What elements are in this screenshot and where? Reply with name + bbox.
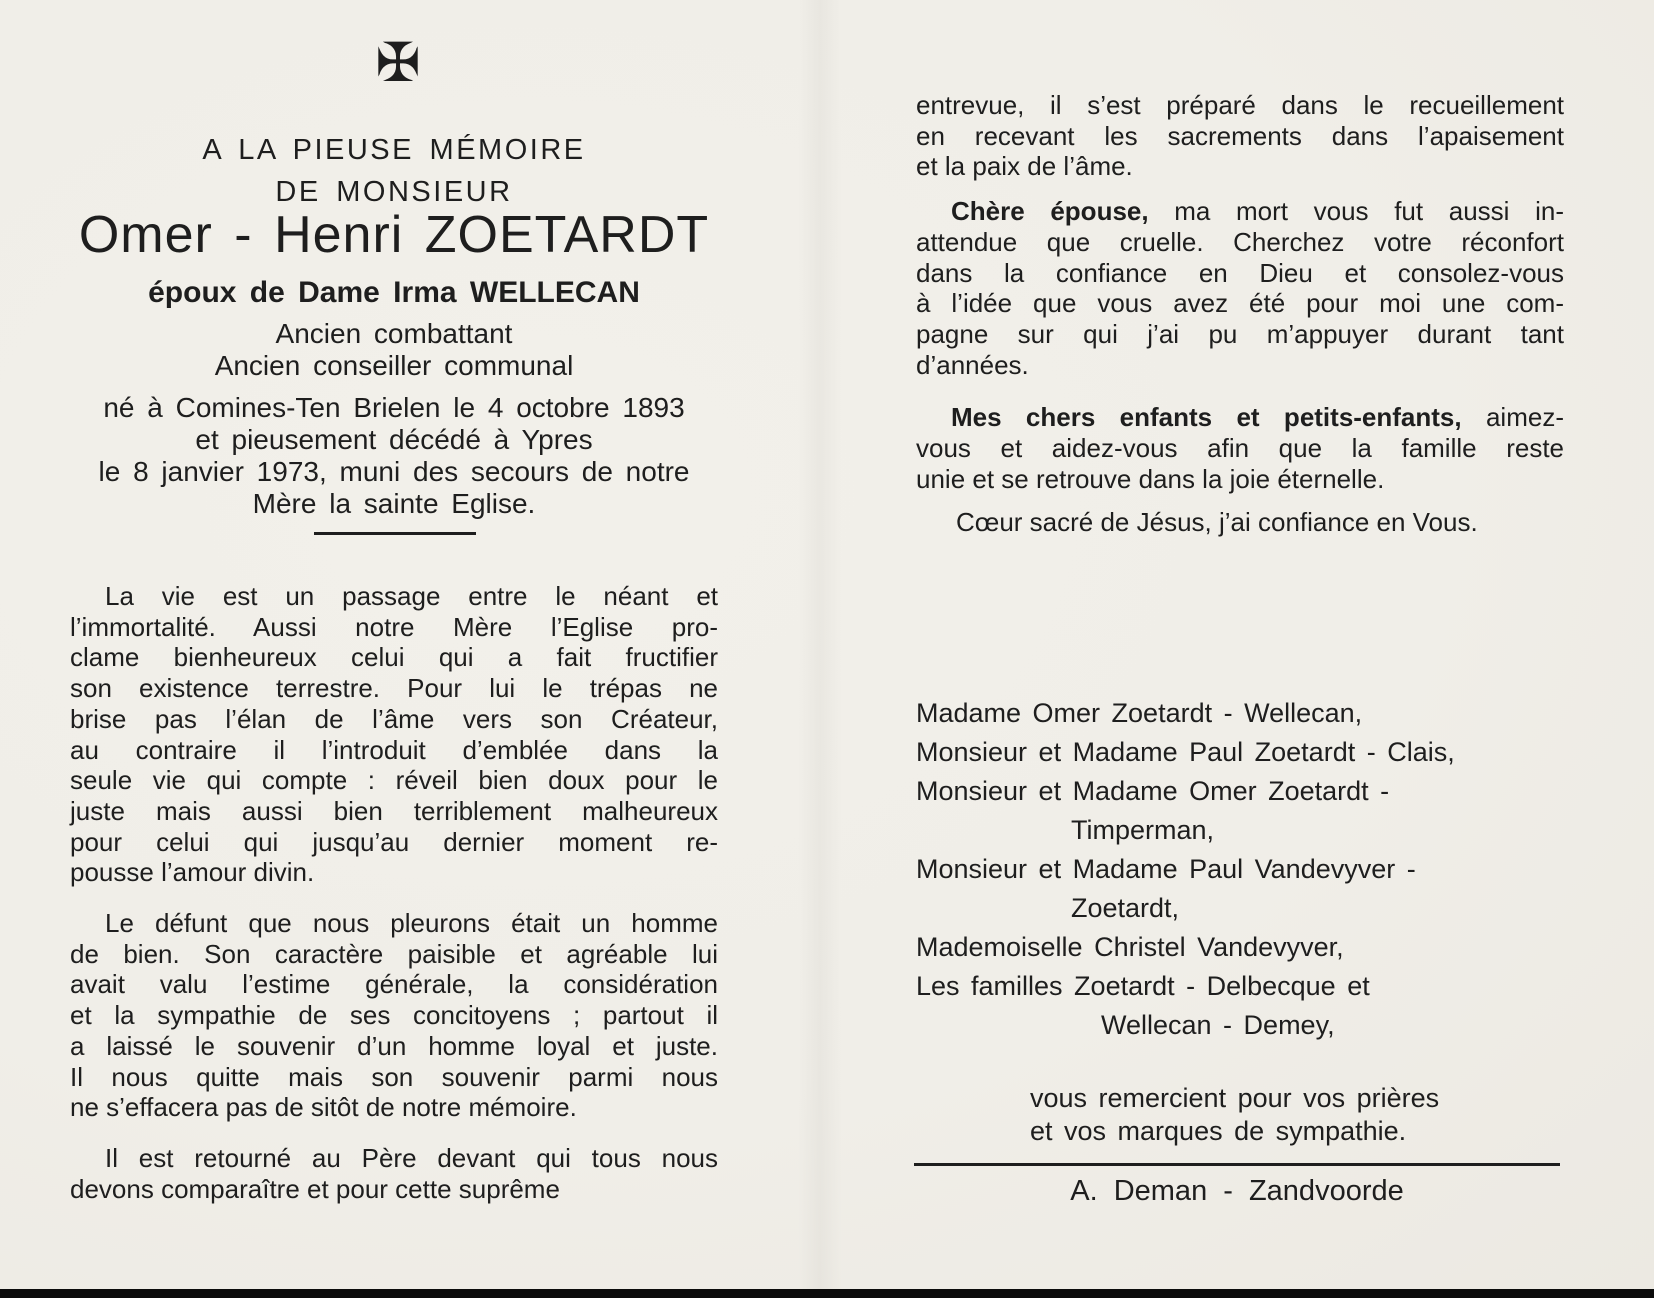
- family-member-line: Timperman,: [1071, 815, 1215, 845]
- text-line: son existence terrestre. Pour lui le trépas ne: [70, 673, 718, 704]
- text-line: Il nous quitte mais son souvenir parmi nous: [70, 1061, 718, 1092]
- text-line: unie et se retrouve dans la joie éternelle.: [916, 463, 1385, 494]
- text-line: Mes chers enfants et petits-enfants, aimez-: [951, 402, 1564, 433]
- family-member-line: Les familles Zoetardt - Delbecque et: [916, 971, 1370, 1001]
- text-line: au contraire il l’introduit d’emblée dans la: [70, 734, 718, 765]
- death-date-line: le 8 janvier 1973, muni des secours de notre: [98, 456, 690, 487]
- family-member-line: Monsieur et Madame Paul Vandevyver -: [916, 854, 1416, 884]
- text-line: dans la confiance en Dieu et consolez-vous: [916, 257, 1564, 288]
- text-line: Le défunt que nous pleurons était un homme: [105, 908, 718, 939]
- family-list: [916, 694, 1576, 1045]
- spouse-line: époux de Dame Irma WELLECAN: [148, 276, 640, 309]
- text-line: a laissé le souvenir d’un homme loyal et juste.: [70, 1030, 718, 1061]
- family-member-line: Zoetardt,: [1071, 893, 1180, 923]
- left-page-text: [70, 581, 718, 1204]
- printer-credit: A. Deman - Zandvoorde: [1070, 1175, 1404, 1207]
- title-line-veteran: Ancien combattant: [275, 318, 513, 349]
- closing-thanks: [1030, 1082, 1590, 1148]
- closing-line: vous remercient pour vos prières: [1030, 1083, 1440, 1113]
- text-line: entrevue, il s’est préparé dans le recueillement: [916, 90, 1564, 120]
- paragraph: [70, 581, 718, 888]
- text-line: pousse l’amour divin.: [70, 857, 315, 888]
- text-line: Il est retourné au Père devant qui tous nous: [105, 1142, 718, 1173]
- closing-line: et vos marques de sympathie.: [1030, 1116, 1407, 1146]
- bold-lead: Mes chers enfants et petits-enfants,: [951, 402, 1462, 433]
- text-line: ne s’effacera pas de sitôt de notre mémoire.: [70, 1092, 577, 1123]
- family-member-line: Madame Omer Zoetardt - Wellecan,: [916, 698, 1363, 728]
- family-member-line: Wellecan - Demey,: [1101, 1010, 1335, 1040]
- text-line: d’années.: [916, 349, 1029, 380]
- paragraph: [70, 1143, 718, 1204]
- memorial-heading-line2: DE MONSIEUR: [275, 176, 513, 208]
- family-member-line: Monsieur et Madame Paul Zoetardt - Clais,: [916, 737, 1455, 767]
- text-line: seule vie qui compte : réveil bien doux pour le: [70, 765, 718, 796]
- center-fold-shadow: [798, 0, 842, 1298]
- right-page-text: [916, 90, 1564, 538]
- text-line: vous et aidez-vous afin que la famille reste: [916, 433, 1564, 464]
- paragraph: [70, 908, 718, 1123]
- paragraph: [916, 507, 1564, 538]
- paragraph: [916, 90, 1564, 182]
- family-member-line: Monsieur et Madame Omer Zoetardt -: [916, 776, 1390, 806]
- family-member-line: Mademoiselle Christel Vandevyver,: [916, 932, 1344, 962]
- text-line: et la paix de l’âme.: [916, 151, 1133, 182]
- text-line: en recevant les sacrements dans l’apaisement: [916, 120, 1564, 151]
- heading-divider-rule: [314, 532, 476, 535]
- text-line: La vie est un passage entre le néant et: [105, 581, 718, 611]
- text-line: l’immortalité. Aussi notre Mère l’Eglise pro-: [70, 611, 718, 642]
- text-line: avait valu l’estime générale, la considération: [70, 969, 718, 1000]
- cross-pattee-icon: ✠: [375, 31, 421, 94]
- text-line: clame bienheureux celui qui a fait fructifier: [70, 642, 718, 673]
- text-line: à l’idée que vous avez été pour moi une com-: [916, 288, 1564, 319]
- paragraph: [916, 402, 1564, 494]
- memorial-heading-line1: A LA PIEUSE MÉMOIRE: [202, 134, 586, 166]
- text-line: attendue que cruelle. Cherchez votre réconfort: [916, 226, 1564, 257]
- text-line: pagne sur qui j’ai pu m’appuyer durant tant: [916, 318, 1564, 349]
- text-line: Chère épouse, ma mort vous fut aussi in-: [951, 196, 1564, 227]
- text-line: de bien. Son caractère paisible et agréable lui: [70, 938, 718, 969]
- text-line: juste mais aussi bien terriblement malheureux: [70, 795, 718, 826]
- deceased-name: Omer - Henri ZOETARDT: [78, 206, 710, 264]
- scanner-edge-bar: [0, 1289, 1654, 1298]
- printer-divider-rule: [914, 1163, 1560, 1166]
- text-line: et la sympathie de ses concitoyens ; partout il: [70, 1000, 718, 1031]
- title-line-councillor: Ancien conseiller communal: [214, 350, 574, 381]
- text-line: brise pas l’élan de l’âme vers son Créateur,: [70, 703, 718, 734]
- paragraph: [916, 196, 1564, 380]
- birth-line: né à Comines-Ten Brielen le 4 octobre 1893: [103, 392, 685, 423]
- church-line: Mère la sainte Eglise.: [252, 488, 536, 519]
- death-place-line: et pieusement décédé à Ypres: [195, 424, 593, 455]
- text-line: Cœur sacré de Jésus, j’ai confiance en Vous.: [956, 507, 1478, 538]
- bold-lead: Chère épouse,: [951, 196, 1149, 227]
- text-line: devons comparaître et pour cette suprême: [70, 1173, 560, 1204]
- text-line: pour celui qui jusqu’au dernier moment re-: [70, 826, 718, 857]
